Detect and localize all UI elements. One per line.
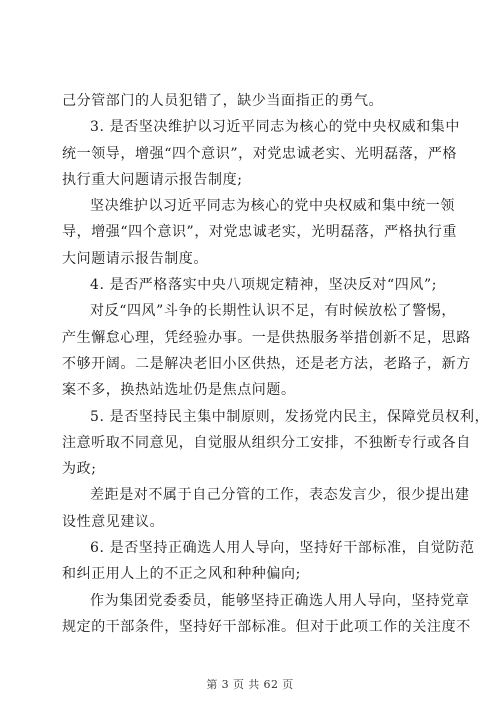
text-line: 和纠正用人上的不正之风和种种偏向; <box>62 566 301 583</box>
text-line: 统一领导，增强“四个意识”，对党忠诚老实、光明磊落，严格 <box>62 145 458 162</box>
text-line: 对反“四风”斗争的长期性认识不足，有时候放松了警惕， <box>90 303 456 320</box>
text-line: 执行重大问题请示报告制度; <box>62 171 243 188</box>
text-line: 差距是对不属于自己分管的工作，表态发言少，很少提出建 <box>90 487 470 504</box>
text-line: 为政; <box>62 461 97 478</box>
text-line: 己分管部门的人员犯错了，缺少当面指正的勇气。 <box>62 93 384 109</box>
text-line: 作为集团党委委员，能够坚持正确选人用人导向，坚持党章 <box>90 592 470 609</box>
text-line: 导，增强“四个意识”，对党忠诚老实，光明磊落，严格执行重 <box>62 224 458 241</box>
text-line: 3. 是否坚决维护以习近平同志为核心的党中央权威和集中 <box>90 119 461 136</box>
text-line: 注意听取不同意见，自觉服从组织分工安排，不独断专行或各自 <box>62 434 471 451</box>
document-body <box>62 88 490 640</box>
text-line: 案不多，换热站选址仍是焦点问题。 <box>62 382 296 399</box>
text-line: 规定的干部条件，坚持好干部标准。但对于此项工作的关注度不 <box>62 618 471 635</box>
text-line: 大问题请示报告制度。 <box>62 250 208 267</box>
text-line: 产生懈怠心理，凭经验办事。一是供热服务举措创新不足，思路 <box>62 329 471 346</box>
text-line: 6. 是否坚持正确选人用人导向，坚持好干部标准，自觉防范 <box>90 540 475 557</box>
text-line: 4. 是否严格落实中央八项规定精神，坚决反对“四风”; <box>90 277 438 294</box>
text-line: 不够开阔。二是解决老旧小区供热，还是老方法，老路子，新方 <box>62 355 471 372</box>
page-footer: 第 3 页 共 62 页 <box>206 678 294 691</box>
text-line: 设性意见建议。 <box>62 513 165 530</box>
text-line: 5. 是否坚持民主集中制原则，发扬党内民主，保障党员权利， <box>90 408 490 425</box>
text-line: 坚决维护以习近平同志为核心的党中央权威和集中统一领 <box>90 198 455 215</box>
